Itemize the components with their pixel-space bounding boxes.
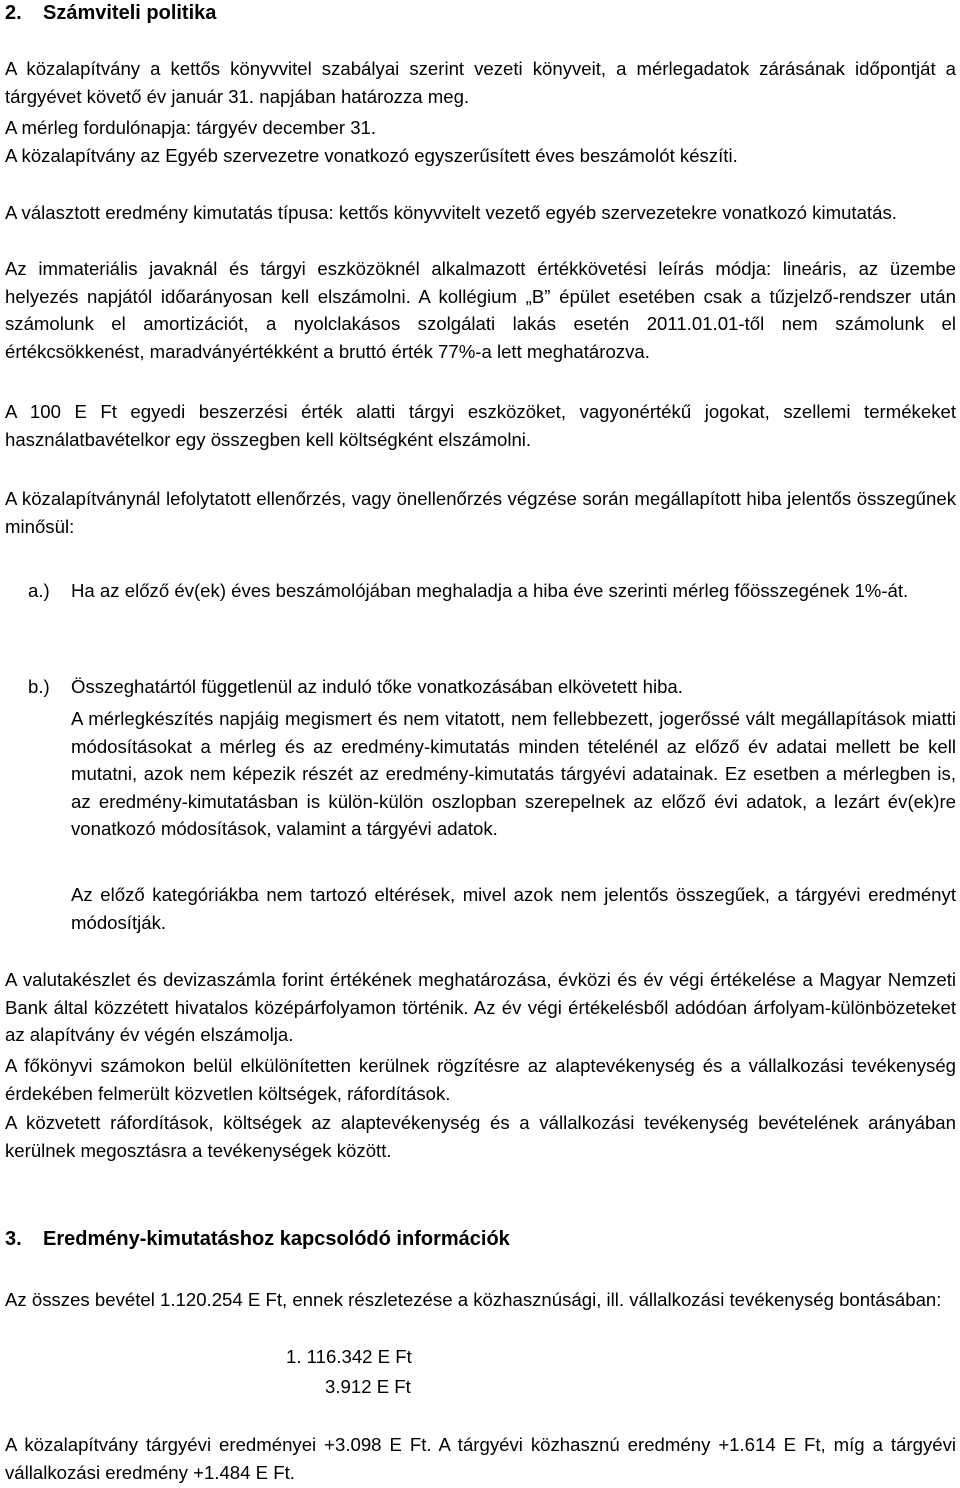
list-item-text: Ha az előző év(ek) éves beszámolójában meghaladja a hiba éve szerinti mérleg főösszegének 1%-át. xyxy=(71,580,909,601)
section-number: 3. xyxy=(5,1228,22,1250)
paragraph: Az előző kategóriákba nem tartozó eltérések, mivel azok nem jelentős összegűek, a tárgyévi eredményt módosítják. xyxy=(71,884,956,933)
list-item-b xyxy=(5,673,956,701)
paragraph: A valutakészlet és devizaszámla forint értékének meghatározása, évközi és év végi értékelése a Magyar Nemzeti Bank által közzétett hivatalos középárfolyamon történik. Az év végi értékelésből adódóan árfolyam-különbözeteket az alapítvány év végén elszámolja. xyxy=(5,969,956,1045)
section-2-heading xyxy=(5,0,216,28)
paragraph: A 100 E Ft egyedi beszerzési érték alatti tárgyi eszközöket, vagyonértékű jogokat, szellemi termékeket használatbavételkor egy összegben kell költségként elszámolni. xyxy=(5,401,956,450)
list-marker: b.) xyxy=(28,676,50,697)
section-title: Eredmény-kimutatáshoz kapcsolódó információk xyxy=(43,1228,510,1250)
section-3-heading xyxy=(5,1226,510,1254)
list-marker: a.) xyxy=(28,580,50,601)
paragraph: A közalapítványnál lefolytatott ellenőrzés, vagy önellenőrzés végzése során megállapított hiba jelentős összegűnek minősül: xyxy=(5,488,956,537)
paragraph: A közalapítvány az Egyéb szervezetre vonatkozó egyszerűsített éves beszámolót készíti. xyxy=(5,145,738,166)
section-title: Számviteli politika xyxy=(43,2,217,24)
paragraph: Az immateriális javaknál és tárgyi eszközöknél alkalmazott értékkövetési leírás módja: lineáris, az üzembe helyezés napjától időarányosan kell elszámolni. A kollégium „B” épület esetében csak a tűzjelző-rendszer után számolunk el amortizációt, a nyolclakásos szolgálati lakás esetén 2011.01.01-től nem számolunk el értékcsökkenést, maradványértékként a bruttó érték 77%-a lett meghatározva. xyxy=(5,258,956,362)
section-number: 2. xyxy=(5,2,22,24)
paragraph: A közalapítvány a kettős könyvvitel szabályai szerint vezeti könyveit, a mérlegadatok zárásának időpontját a tárgyévet követő év január 31. napjában határozza meg. xyxy=(5,58,956,107)
paragraph: A közvetett ráfordítások, költségek az alaptevékenység és a vállalkozási tevékenység bevételének arányában kerülnek megosztásra a tevékenységek között. xyxy=(5,1112,956,1161)
paragraph: A főkönyvi számokon belül elkülönítetten kerülnek rögzítésre az alaptevékenység és a vállalkozási tevékenység érdekében felmerült közvetlen költségek, ráfordítások. xyxy=(5,1055,956,1104)
amount-line-2: 3.912 E Ft xyxy=(325,1376,411,1397)
paragraph: A mérlegkészítés napjáig megismert és nem vitatott, nem fellebbezett, jogerőssé vált megállapítások miatti módosításokat a mérleg és az eredmény-kimutatás minden tételénél az előző év adatai mellett be kell mutatni, azok nem képezik részét az eredmény-kimutatás tárgyévi adatainak. Ez esetben a mérlegben is, az eredmény-kimutatásban is külön-külön oszlopban szerepelnek az előző évi adatok, a lezárt év(ek)re vonatkozó módosítások, valamint a tárgyévi adatok. xyxy=(71,708,956,839)
list-item-text: Összeghatártól függetlenül az induló tőke vonatkozásában elkövetett hiba. xyxy=(71,676,683,697)
paragraph: A mérleg fordulónapja: tárgyév december 31. xyxy=(5,117,377,138)
list-item-a xyxy=(5,573,956,609)
paragraph: A választott eredmény kimutatás típusa: kettős könyvvitelt vezető egyéb szervezetekre vonatkozó kimutatás. xyxy=(5,202,897,223)
amount-line-1: 1. 116.342 E Ft xyxy=(286,1346,412,1367)
paragraph: A közalapítvány tárgyévi eredményei +3.098 E Ft. A tárgyévi közhasznú eredmény +1.614 E Ft, míg a tárgyévi vállalkozási eredmény +1.484 E Ft. xyxy=(5,1434,956,1483)
paragraph: Az összes bevétel 1.120.254 E Ft, ennek részletezése a közhasznúsági, ill. vállalkozási tevékenység bontásában: xyxy=(5,1289,942,1310)
